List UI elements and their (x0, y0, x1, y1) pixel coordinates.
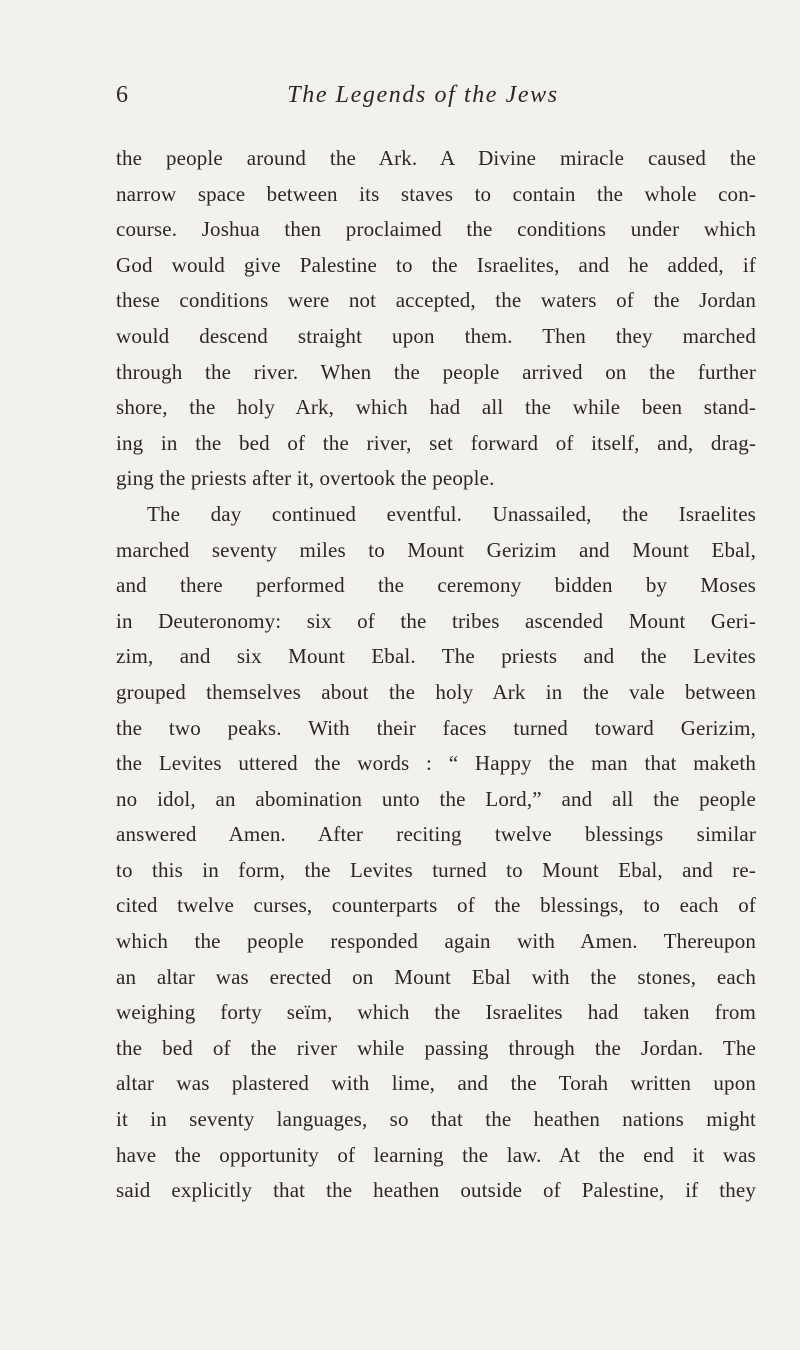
text-line: these conditions were not accepted, the waters of the Jordan (116, 288, 756, 313)
text-line: narrow space between its staves to contain the whole con- (116, 181, 756, 206)
text-line: the bed of the river while passing through the Jordan. The (116, 1035, 756, 1060)
text-line: marched seventy miles to Mount Gerizim and Mount Ebal, (116, 537, 756, 562)
text-line: an altar was erected on Mount Ebal with the stones, each (116, 964, 756, 989)
running-title: The Legends of the Jews (287, 82, 559, 108)
text-line: said explicitly that the heathen outside of Palestine, if they (116, 1178, 756, 1203)
page-number: 6 (116, 82, 129, 108)
text-line: and there performed the ceremony bidden by Moses (116, 573, 756, 598)
text-line: altar was plastered with lime, and the Torah written upon (116, 1071, 756, 1096)
text-line: ing in the bed of the river, set forward of itself, and, drag- (116, 430, 756, 455)
text-line: the people around the Ark. A Divine miracle caused the (116, 146, 756, 170)
text-line: weighing forty seïm, which the Israelites had taken from (116, 1000, 756, 1025)
text-line: which the people responded again with Amen. Thereupon (116, 929, 756, 954)
text-line: shore, the holy Ark, which had all the while been stand- (116, 395, 756, 420)
text-line: the Levites uttered the words : “ Happy the man that maketh (116, 751, 756, 776)
text-line: it in seventy languages, so that the heathen nations might (116, 1107, 756, 1132)
text-line: The day continued eventful. Unassailed, the Israelites (147, 501, 756, 526)
text-line: would descend straight upon them. Then they marched (116, 323, 756, 348)
body-text (116, 141, 756, 1209)
text-line: in Deuteronomy: six of the tribes ascended Mount Geri- (116, 608, 756, 633)
text-line: answered Amen. After reciting twelve blessings similar (116, 822, 756, 847)
text-line: have the opportunity of learning the law. At the end it was (116, 1142, 756, 1167)
text-line: to this in form, the Levites turned to Mount Ebal, and re- (116, 857, 756, 882)
text-line: no idol, an abomination unto the Lord,” and all the people (116, 786, 756, 811)
text-line: ging the priests after it, overtook the people. (116, 466, 495, 491)
running-head (116, 78, 730, 112)
text-line: God would give Palestine to the Israelites, and he added, if (116, 252, 756, 277)
text-line: through the river. When the people arrived on the further (116, 359, 756, 384)
text-line: zim, and six Mount Ebal. The priests and the Levites (116, 644, 756, 669)
text-line: course. Joshua then proclaimed the conditions under which (116, 217, 756, 242)
text-line: the two peaks. With their faces turned toward Gerizim, (116, 715, 756, 740)
text-line: cited twelve curses, counterparts of the blessings, to each of (116, 893, 756, 918)
text-line: grouped themselves about the holy Ark in the vale between (116, 679, 756, 704)
